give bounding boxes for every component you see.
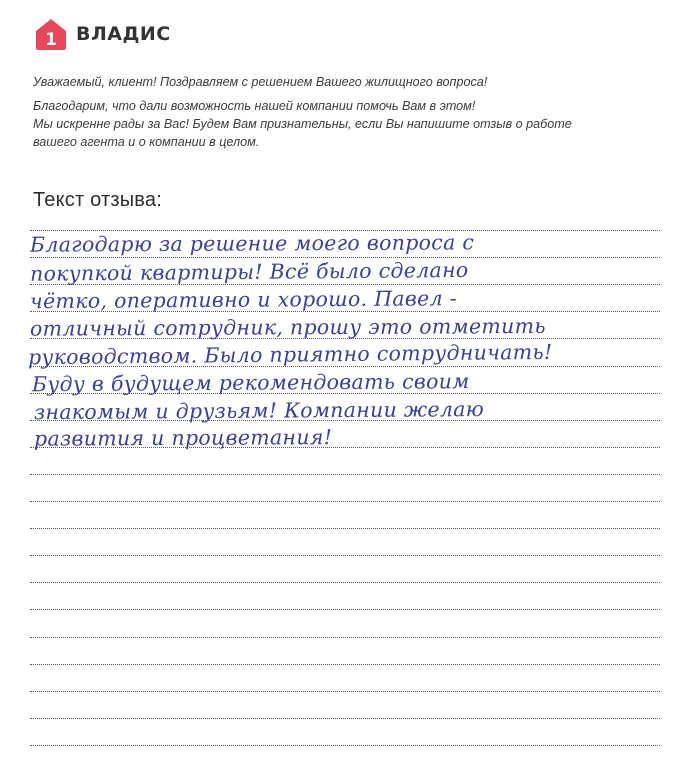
handwritten-line: руководством. Было приятно сотрудничать! [27,339,553,370]
ruled-line [30,664,660,665]
ruled-line [30,691,660,692]
ruled-line [30,501,660,502]
handwritten-line: знакомым и друзьям! Компании желаю [33,397,485,425]
handwritten-line: развития и процветания! [33,425,333,451]
ruled-line [30,609,660,610]
badge-digit: 1 [45,30,57,50]
handwritten-line: отличный сотрудник, прошу это отметить [29,313,546,341]
intro-request-cont: вашего агента и о компании в целом. [33,135,260,149]
handwritten-line: Буду в будущем рекомендовать своим [31,369,470,397]
ruled-line [30,555,660,556]
brand-name: ВЛАДИС [76,23,171,45]
ruled-line [30,745,660,746]
intro-thanks: Благодарим, что дали возможность нашей компании помочь Вам в этом! [33,99,476,113]
handwritten-line: покупкой квартиры! Всё было сделано [29,257,469,286]
handwritten-line: чётко, оперативно и хорошо. Павел - [29,286,458,314]
intro-greeting: Уважаемый, клиент! Поздравляем с решением Вашего жилищного вопроса! [33,75,488,89]
handwritten-line: Благодарю за решение моего вопроса с [29,230,475,257]
intro-request: Мы искренне рады за Вас! Будем Вам признательны, если Вы напишите отзыв о работе [33,117,572,131]
review-heading: Текст отзыва: [33,189,162,211]
ruled-line [30,582,660,583]
ruled-line [30,474,660,475]
ruled-line [30,528,660,529]
ruled-line [30,637,660,638]
ruled-line [30,718,660,719]
